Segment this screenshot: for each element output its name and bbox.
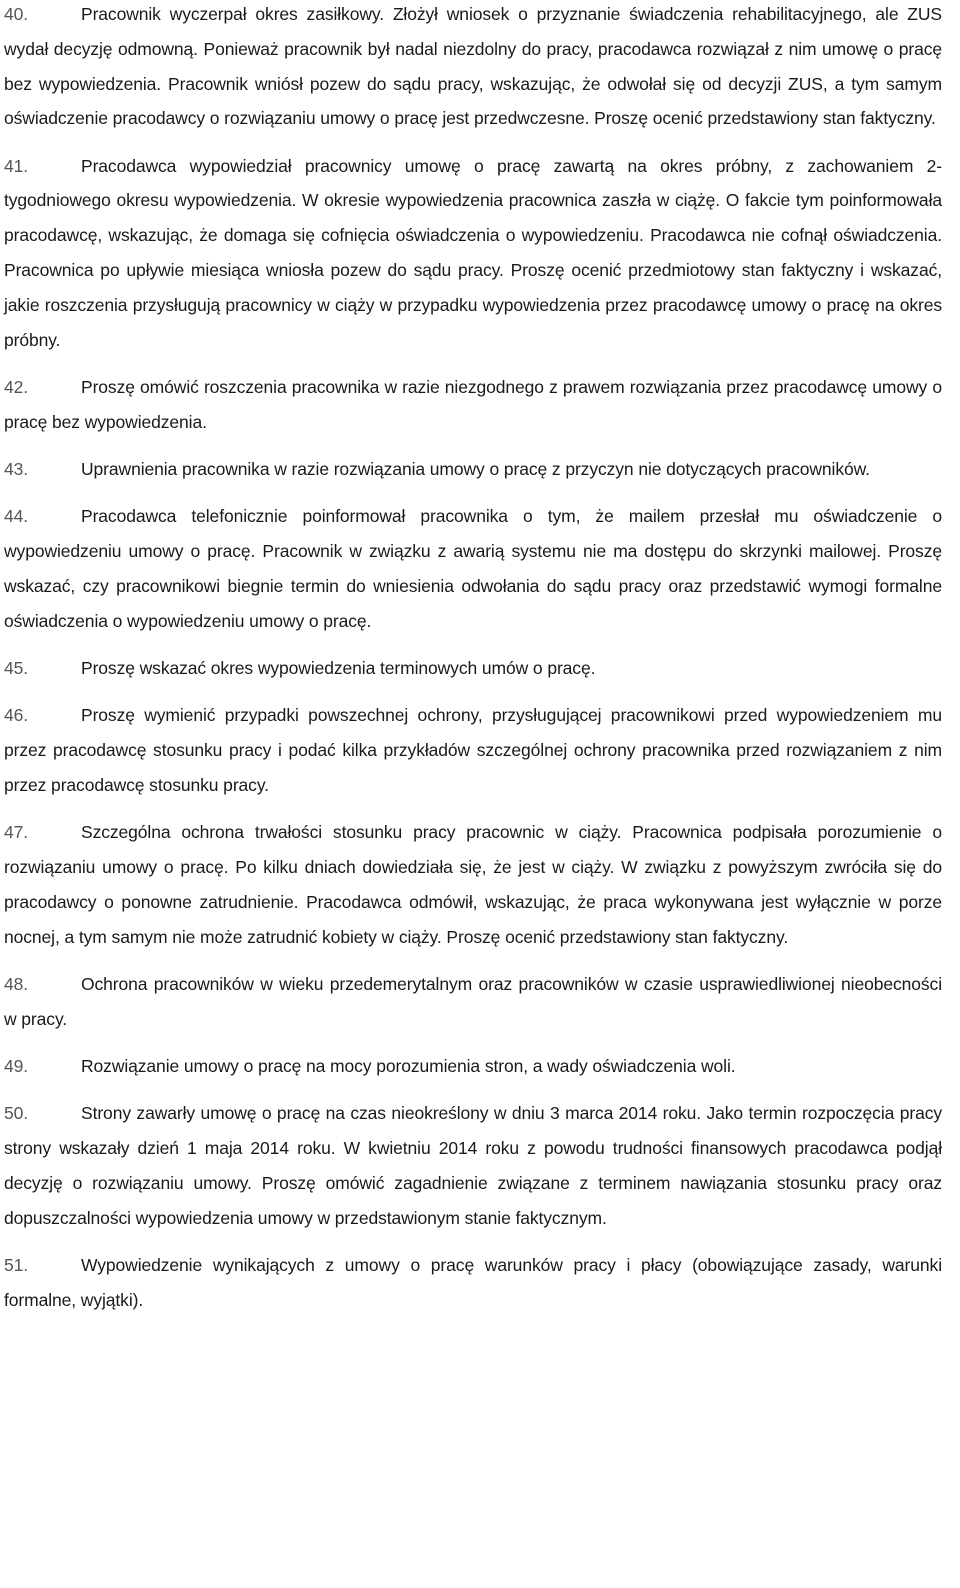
question-47 [4, 815, 942, 954]
question-number: 50. [4, 1103, 29, 1124]
question-number: 43. [4, 459, 29, 480]
question-number: 45. [4, 658, 29, 679]
question-text: Proszę wymienić przypadki powszechnej ochrony, przysługującej pracownikowi przed wypowiedzeniem mu przez pracodawcę stosunku pracy i podać kilka przykładów szczególnej ochrony pracownika przed rozwiązaniem z nim przez pracodawcę stosunku pracy. [4, 705, 942, 795]
question-number: 40. [4, 4, 29, 24]
question-number: 44. [4, 506, 29, 527]
question-42 [4, 370, 942, 440]
question-number: 48. [4, 973, 29, 994]
question-number: 47. [4, 822, 29, 843]
question-text: Wypowiedzenie wynikających z umowy o pracę warunków pracy i płacy (obowiązujące zasady, warunki formalne, wyjątki). [4, 1255, 942, 1310]
question-number: 46. [4, 705, 29, 726]
question-43 [4, 452, 942, 487]
question-49 [4, 1049, 942, 1084]
question-text: Uprawnienia pracownika w razie rozwiązania umowy o pracę z przyczyn nie dotyczących pracowników. [81, 459, 870, 480]
document-page [4, 0, 942, 1330]
question-46 [4, 698, 942, 802]
question-text: Szczególna ochrona trwałości stosunku pracy pracownic w ciąży. Pracownica podpisała porozumienie o rozwiązaniu umowy o pracę. Po kilku dniach dowiedziała się, że jest w ciąży. W związku z powyższym zwróciła się do pracodawcy o ponowne zatrudnienie. Pracodawca odmówił, wskazując, że praca wykonywana jest wyłącznie w porze nocnej, a tym samym nie może zatrudnić kobiety w ciąży. Proszę ocenić przedstawiony stan faktyczny. [4, 822, 942, 947]
question-text: Strony zawarły umowę o pracę na czas nieokreślony w dniu 3 marca 2014 roku. Jako termin rozpoczęcia pracy strony wskazały dzień 1 maja 2014 roku. W kwietniu 2014 roku z powodu trudności finansowych pracodawca podjął decyzję o rozwiązaniu umowy. Proszę omówić zagadnienie związane z terminem nawiązania stosunku pracy oraz dopuszczalności wypowiedzenia umowy w przedstawionym stanie faktycznym. [4, 1103, 942, 1228]
question-number: 42. [4, 376, 29, 397]
question-44 [4, 499, 942, 638]
question-text: Pracodawca telefonicznie poinformował pracownika o tym, że mailem przesłał mu oświadczenie o wypowiedzeniu umowy o pracę. Pracownik w związku z awarią systemu nie ma dostępu do skrzynki mailowej. Proszę wskazać, czy pracownikowi biegnie termin do wniesienia odwołania do sądu pracy oraz przedstawić wymogi formalne oświadczenia o wypowiedzeniu umowy o pracę. [4, 506, 942, 631]
question-number: 41. [4, 155, 29, 176]
question-text: Proszę omówić roszczenia pracownika w razie niezgodnego z prawem rozwiązania przez pracodawcę umowy o pracę bez wypowiedzenia. [4, 376, 942, 432]
question-text: Proszę wskazać okres wypowiedzenia terminowych umów o pracę. [81, 658, 596, 679]
question-number: 51. [4, 1255, 29, 1275]
question-50 [4, 1096, 942, 1235]
question-text: Rozwiązanie umowy o pracę na mocy porozumienia stron, a wady oświadczenia woli. [81, 1056, 736, 1077]
question-41 [4, 149, 942, 358]
question-text: Pracownik wyczerpał okres zasiłkowy. Złożył wniosek o przyznanie świadczenia rehabilitacyjnego, ale ZUS wydał decyzję odmowną. Ponieważ pracownik był nadal niezdolny do pracy, pracodawca rozwiązał z nim umowę o pracę bez wypowiedzenia. Pracownik wniósł pozew do sądu pracy, wskazując, że odwołał się od decyzji ZUS, a tym samym oświadczenie pracodawcy o rozwiązaniu umowy o pracę jest przedwczesne. Proszę ocenić przedstawiony stan faktyczny. [4, 4, 942, 129]
question-text: Pracodawca wypowiedział pracownicy umowę o pracę zawartą na okres próbny, z zachowaniem 2-tygodniowego okresu wypowiedzenia. W okresie wypowiedzenia pracownica zaszła w ciążę. O fakcie tym poinformowała pracodawcę, wskazując, że domaga się cofnięcia oświadczenia o wypowiedzeniu. Pracodawca nie cofnął oświadczenia. Pracownica po upływie miesiąca wniosła pozew do sądu pracy. Proszę ocenić przedmiotowy stan faktyczny i wskazać, jakie roszczenia przysługują pracownicy w ciąży w przypadku wypowiedzenia przez pracodawcę umowy o pracę na okres próbny. [4, 155, 942, 350]
question-51 [4, 1248, 942, 1318]
question-45 [4, 651, 942, 686]
question-text: Ochrona pracowników w wieku przedemerytalnym oraz pracowników w czasie usprawiedliwionej nieobecności w pracy. [4, 973, 942, 1029]
question-48 [4, 967, 942, 1037]
question-number: 49. [4, 1056, 29, 1077]
question-40 [4, 0, 942, 136]
